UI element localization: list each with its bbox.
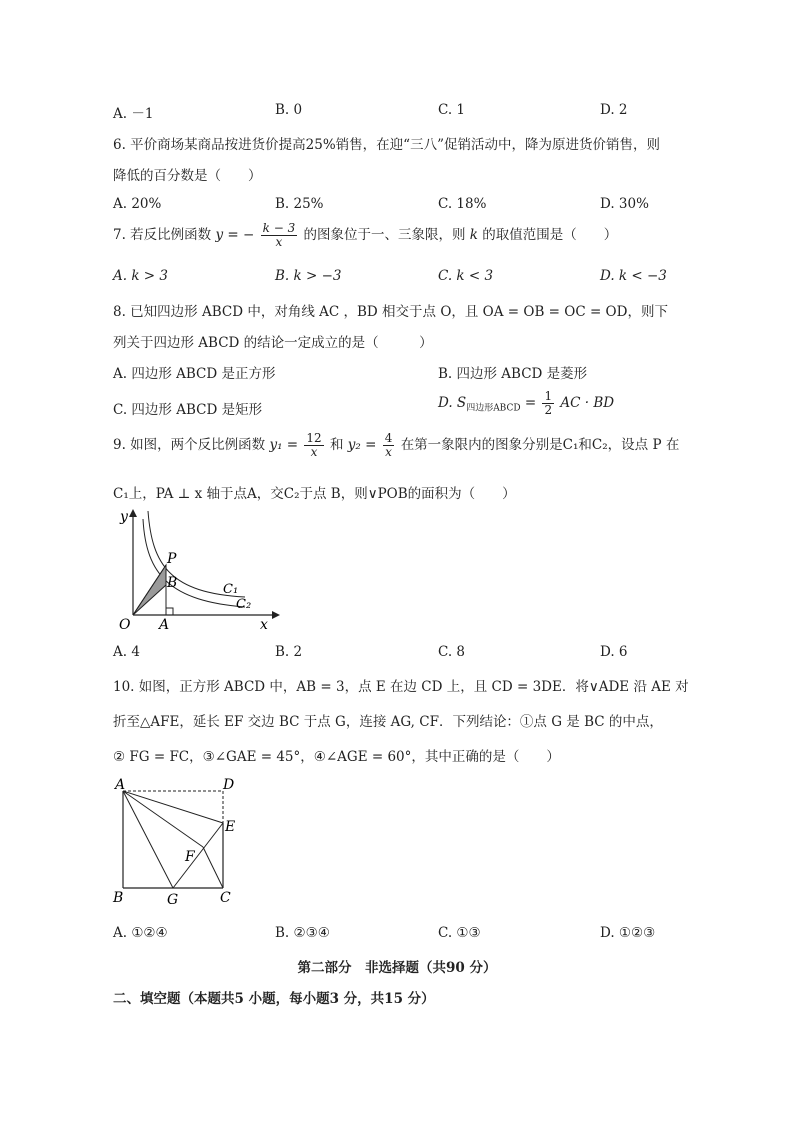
q5-option-a: A. －1 [113, 106, 154, 122]
q6-stem-line1: 6. 平价商场某商品按进货价提高25%销售，在迎“三八”促销活动中，降为原进货价销售，则 [113, 137, 660, 153]
q9-label-p: P [167, 551, 177, 567]
q8-stem-line1: 8. 已知四边形 ABCD 中，对角线 AC ，BD 相交于点 O，且 OA = OB = OC = OD，则下 [113, 304, 668, 320]
q10-segment-ag [123, 791, 173, 888]
q9-label-a: A [159, 617, 170, 633]
q7-option-a: A. k > 3 [113, 268, 168, 284]
q5-option-b: B. 0 [275, 102, 303, 118]
q9-d2: x [385, 445, 392, 459]
q6-option-d: D. 30% [600, 196, 649, 212]
q8-d-num: 1 [544, 389, 553, 403]
q8-d-sub: 四边形ABCD [466, 403, 521, 414]
fill-in-section-heading: 二、填空题（本题共5 小题，每小题3 分，共15 分） [113, 991, 435, 1007]
q9-label-c2: C₂ [236, 597, 252, 612]
q7-fraction-num: k − 3 [262, 221, 296, 235]
q6-option-b: B. 25% [275, 196, 324, 212]
q10-segment-cf [203, 847, 223, 888]
q9-d1: x [310, 445, 318, 459]
q10-label-f: F [185, 849, 195, 865]
q9-x-arrow [272, 611, 280, 619]
q9-right-angle [166, 608, 173, 615]
q10-label-c: C [220, 890, 231, 906]
q9-figure [110, 505, 280, 635]
q10-stem-line3: ② FG = FC，③∠GAE = 45°，④∠AGE = 60°，其中正确的是（ ） [113, 749, 560, 765]
q9-fraction-2 [383, 432, 395, 459]
q9-label-b: B [167, 575, 178, 591]
q9-option-b: B. 2 [275, 644, 303, 660]
q10-label-e: E [225, 819, 236, 835]
q6-stem-line2: 降低的百分数是（ ） [113, 168, 262, 184]
q5-option-c: C. 1 [438, 102, 466, 118]
q8-d-den: 2 [544, 403, 553, 417]
q8-stem-line2: 列关于四边形 ABCD 的结论一定成立的是（ ） [113, 335, 433, 351]
q5-option-d: D. 2 [600, 102, 628, 118]
q9-mid: 和 [330, 437, 344, 453]
q7-suffix2: 的取值范围是（ ） [482, 227, 618, 243]
q7-option-b: B. k > −3 [275, 268, 342, 284]
q10-figure [105, 775, 250, 910]
q7-k: k [469, 227, 478, 243]
q9-stem-line2: C₁上，PA ⊥ x 轴于点A，交C₂于点 B，则∨POB的面积为（ ） [113, 486, 516, 502]
q7-suffix: 的图象位于一、三象限，则 [303, 227, 466, 243]
q10-segment-eg [173, 823, 223, 888]
q10-segment-af [123, 791, 203, 847]
q8-d-prefix: D. S [438, 395, 467, 411]
q7-prefix: 7. 若反比例函数 [113, 227, 212, 243]
q9-label-o: O [119, 617, 131, 633]
q9-label-y: y [120, 509, 128, 525]
q8-d-suffix: AC · BD [560, 395, 615, 411]
q7-option-d: D. k < −3 [600, 268, 667, 284]
q10-label-b: B [113, 890, 124, 906]
q9-y1: y₁ = [269, 437, 299, 453]
q8-option-d [438, 390, 614, 417]
q6-option-a: A. 20% [113, 196, 162, 212]
q9-option-d: D. 6 [600, 644, 628, 660]
q6-option-c: C. 18% [438, 196, 487, 212]
q10-option-d: D. ①②③ [600, 925, 656, 941]
q9-n2: 4 [384, 431, 393, 445]
part2-heading: 第二部分 非选择题（共90 分） [297, 960, 497, 976]
q8-d-fraction [542, 390, 554, 417]
q10-option-b: B. ②③④ [275, 925, 330, 941]
q9-label-x: x [260, 617, 268, 633]
q10-label-d: D [223, 777, 235, 793]
q9-prefix: 9. 如图，两个反比例函数 [113, 437, 266, 453]
q10-stem-line1: 10. 如图，正方形 ABCD 中，AB = 3，点 E 在边 CD 上，且 CD = 3DE．将∨ADE 沿 AE 对 [113, 679, 689, 695]
q7-fraction [261, 222, 298, 249]
q7-option-c: C. k < 3 [438, 268, 494, 284]
q8-option-b: B. 四边形 ABCD 是菱形 [438, 366, 588, 382]
q10-option-a: A. ①②④ [113, 925, 168, 941]
q10-label-g: G [167, 892, 179, 908]
q9-fraction-1 [304, 432, 323, 459]
q10-option-c: C. ①③ [438, 925, 481, 941]
q7-lhs: y = − [215, 227, 255, 243]
q9-y-arrow [129, 509, 137, 517]
q9-label-c1: C₁ [223, 582, 239, 597]
q8-option-c: C. 四边形 ABCD 是矩形 [113, 402, 263, 418]
q10-stem-line2: 折至△AFE，延长 EF 交边 BC 于点 G，连接 AG, CF．下列结论：①点 G 是 BC 的中点， [113, 714, 663, 730]
q9-suffix: 在第一象限内的图象分别是C₁和C₂，设点 P 在 [400, 437, 680, 453]
q9-stem-line1 [113, 432, 679, 459]
q8-d-eq: = [520, 395, 541, 411]
q8-option-a: A. 四边形 ABCD 是正方形 [113, 366, 276, 382]
q9-option-a: A. 4 [113, 644, 140, 660]
q9-y2: y₂ = [347, 437, 377, 453]
q9-n1: 12 [306, 431, 322, 445]
q10-segment-ae [123, 791, 223, 823]
q7-stem [113, 222, 617, 249]
q7-fraction-den: x [275, 235, 283, 249]
q10-label-a: A [115, 777, 126, 793]
q9-option-c: C. 8 [438, 644, 466, 660]
